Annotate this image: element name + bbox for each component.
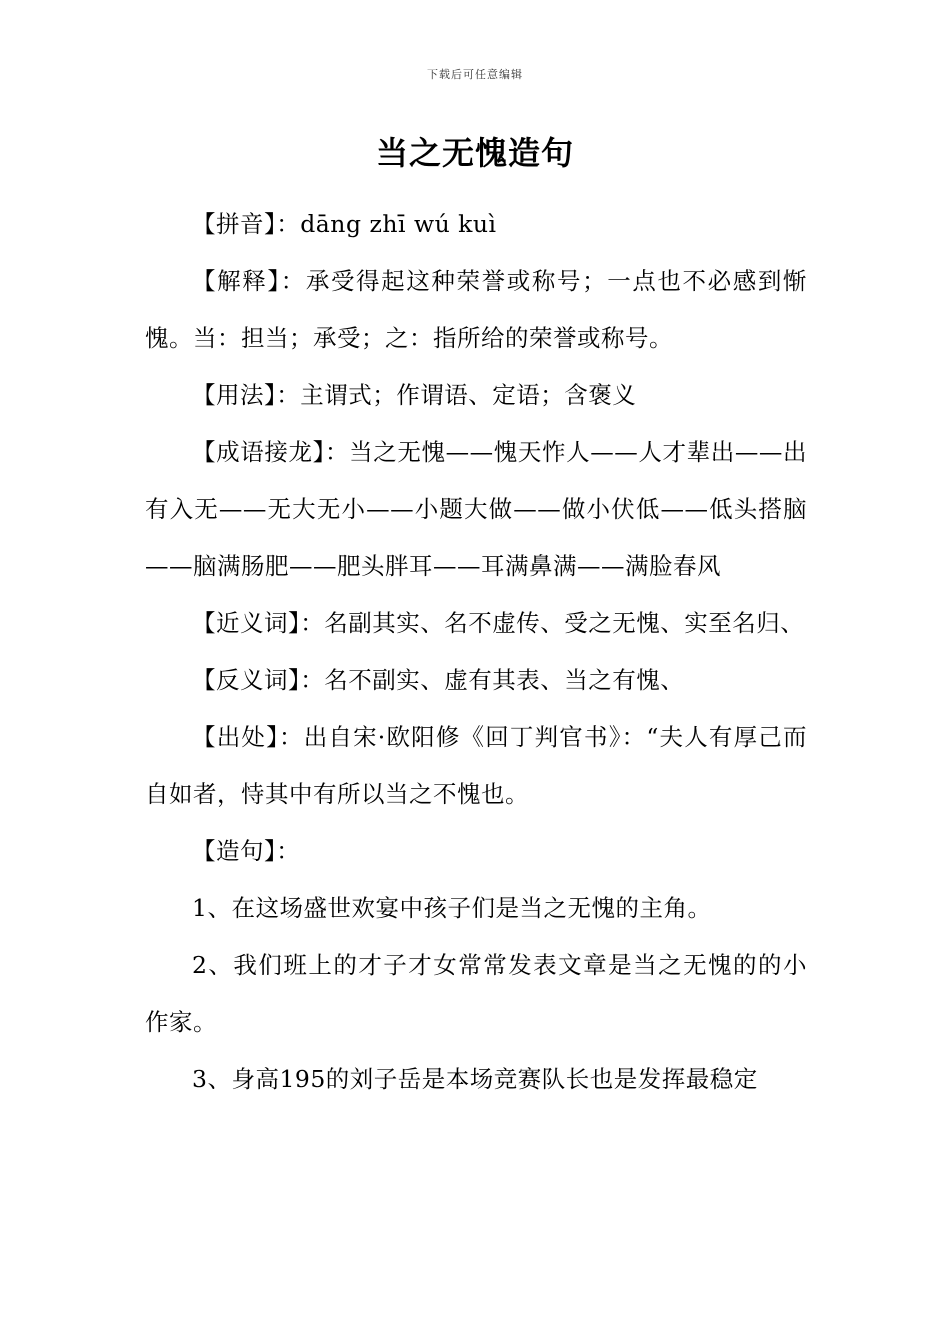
explanation-label: 【解释】： xyxy=(192,267,306,295)
usage-label: 【用法】： xyxy=(192,381,301,409)
header-note: 下载后可任意编辑 xyxy=(427,68,523,81)
usage-paragraph xyxy=(145,367,807,424)
synonyms-paragraph xyxy=(145,595,807,652)
pinyin-paragraph xyxy=(145,196,807,253)
document-body xyxy=(145,196,807,1108)
source-paragraph xyxy=(145,709,807,823)
example-sentence: 2、我们班上的才子才女常常发表文章是当之无愧的的小作家。 xyxy=(145,951,807,1036)
chain-label: 【成语接龙】： xyxy=(192,438,350,466)
usage-value: 主谓式；作谓语、定语；含褒义 xyxy=(300,381,637,409)
example-sentence: 3、身高195的刘子岳是本场竞赛队长也是发挥最稳定 xyxy=(192,1065,758,1093)
antonyms-paragraph xyxy=(145,652,807,709)
source-value: 出自宋·欧阳修《回丁判官书》：“夫人有厚己而自如者，恃其中有所以当之不愧也。 xyxy=(145,723,808,808)
explanation-paragraph xyxy=(145,253,807,367)
explanation-value: 承受得起这种荣誉或称号；一点也不必感到惭愧。当：担当；承受；之：指所给的荣誉或称号。 xyxy=(145,267,808,352)
synonyms-value: 名副其实、名不虚传、受之无愧、实至名归、 xyxy=(324,609,805,637)
chain-value: 当之无愧——愧天怍人——人才辈出——出有入无——无大无小——小题大做——做小伏低——低头搭脑——脑满肠肥——肥头胖耳——耳满鼻满——满脸春风 xyxy=(145,438,807,580)
sentences-heading: 【造句】： xyxy=(192,837,301,865)
source-label: 【出处】： xyxy=(192,723,304,751)
document-title: 当之无愧造句 xyxy=(375,134,574,172)
antonyms-value: 名不副实、虚有其表、当之有愧、 xyxy=(324,666,685,694)
example-sentence: 1、在这场盛世欢宴中孩子们是当之无愧的主角。 xyxy=(192,894,712,922)
pinyin-label: 【拼音】： xyxy=(192,210,301,238)
chain-paragraph xyxy=(145,424,807,595)
pinyin-value: dāng zhī wú kuì xyxy=(300,210,497,238)
antonyms-label: 【反义词】： xyxy=(192,666,325,694)
synonyms-label: 【近义词】： xyxy=(192,609,325,637)
